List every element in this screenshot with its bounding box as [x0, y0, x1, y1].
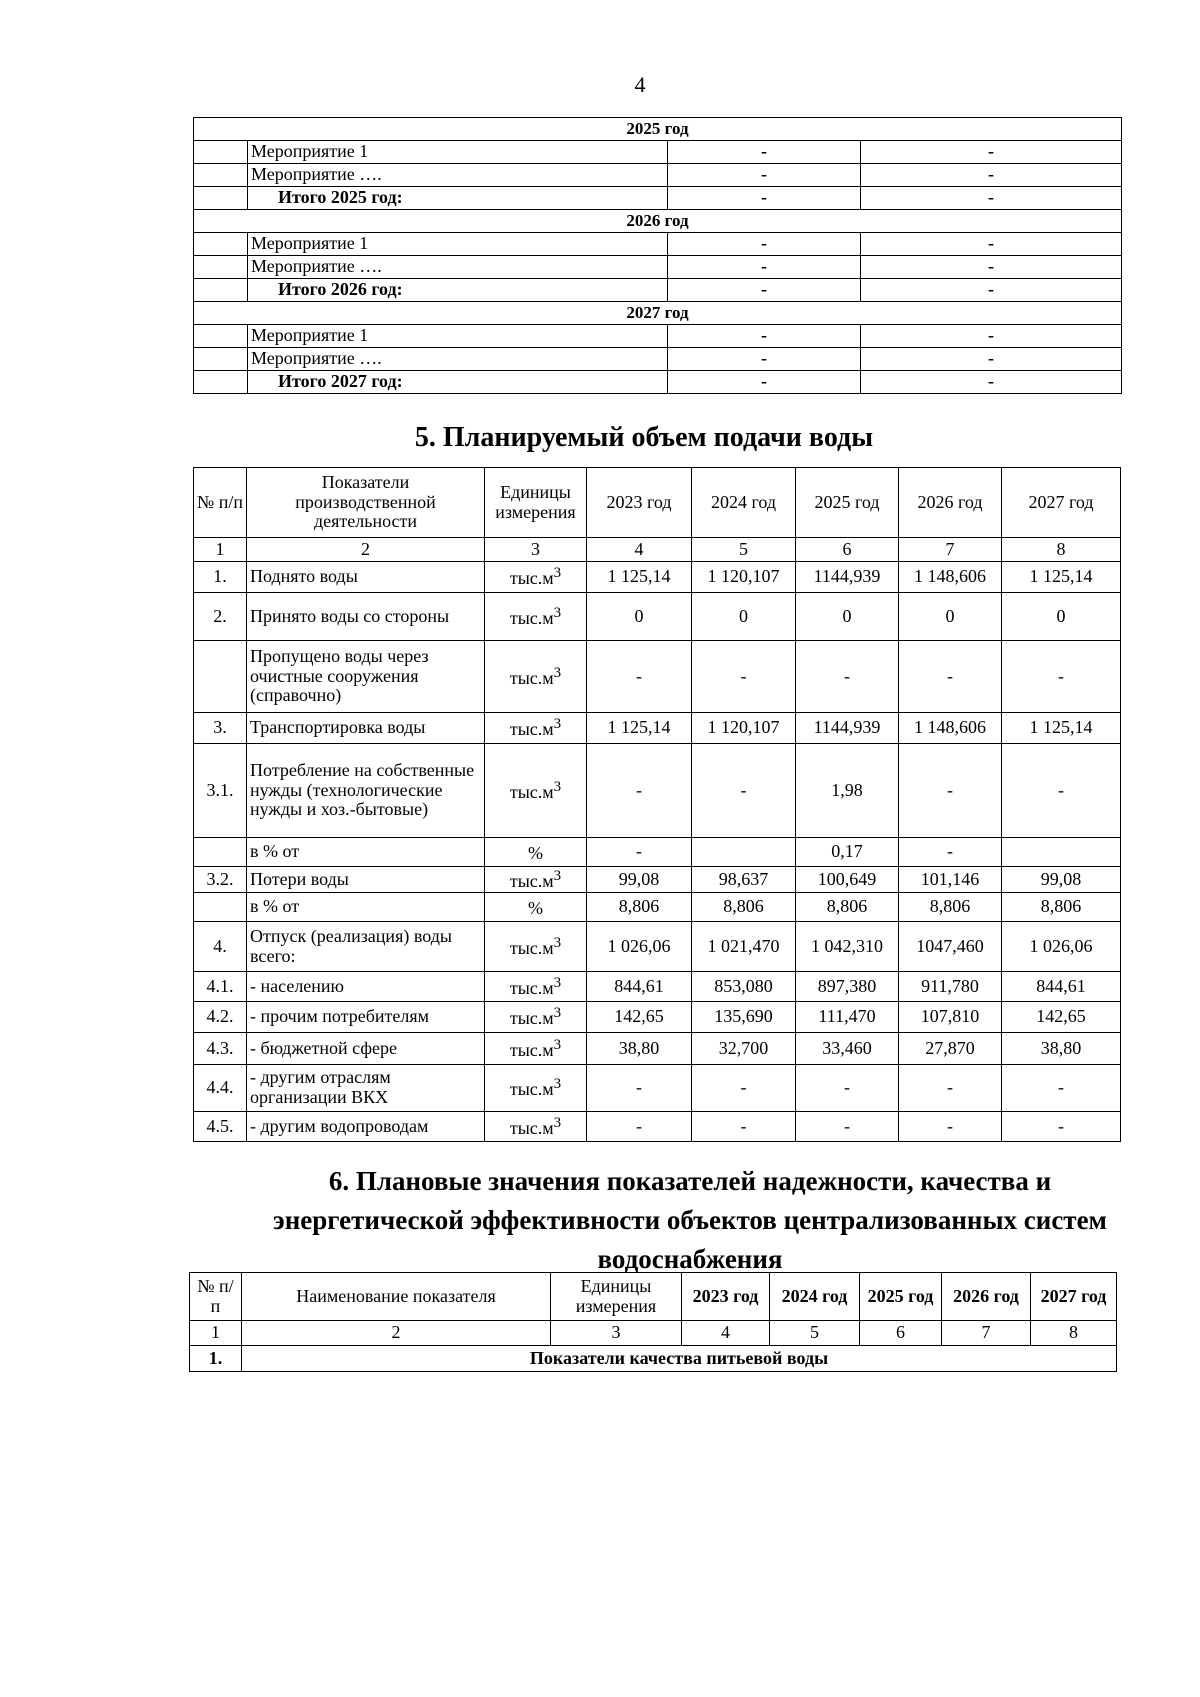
value-cell: - [1002, 641, 1121, 713]
table-row [194, 562, 1121, 593]
value-cell: 135,690 [692, 1002, 796, 1033]
event-name: Мероприятие 1 [248, 325, 668, 348]
table-row [194, 1002, 1121, 1033]
table-row [194, 972, 1121, 1002]
header-row [190, 1273, 1117, 1321]
indicator-name: Поднято воды [247, 562, 485, 593]
col-header-2026: 2026 год [899, 468, 1002, 538]
unit-exponent: 3 [553, 565, 562, 582]
event-name: Мероприятие …. [248, 348, 668, 371]
event-value-2: - [861, 141, 1122, 164]
year-heading-row [194, 210, 1122, 233]
unit-cell [485, 1112, 587, 1142]
value-cell: - [1002, 1112, 1121, 1142]
table-row [194, 1112, 1121, 1142]
event-row [194, 256, 1122, 279]
value-cell: 8,806 [796, 893, 899, 922]
value-cell: 32,700 [692, 1033, 796, 1065]
indicator-name: в % от [247, 838, 485, 867]
event-row [194, 164, 1122, 187]
col-number: 5 [770, 1321, 860, 1346]
event-name: Мероприятие 1 [248, 141, 668, 164]
value-cell: 27,870 [899, 1033, 1002, 1065]
value-cell: 0 [796, 593, 899, 641]
col-header-2025: 2025 год [860, 1273, 942, 1321]
indicator-name: в % от [247, 893, 485, 922]
table-row [194, 867, 1121, 893]
page-number: 4 [634, 72, 646, 97]
event-row [194, 325, 1122, 348]
col-header-num: № п/п [194, 468, 247, 538]
col-header-2025: 2025 год [796, 468, 899, 538]
section6-title: 6. Плановые значения показателей надежности, качества и энергетической эффективности объектов централизованных систем водоснабжения [273, 1166, 1107, 1275]
row-number [194, 893, 247, 922]
unit-exponent: 3 [553, 664, 562, 681]
col-header-indicator: Показатели производственной деятельности [247, 468, 485, 538]
unit-text: тыс.м [509, 977, 554, 998]
year-heading: 2027 год [194, 302, 1122, 325]
col-number: 7 [899, 538, 1002, 562]
row-number: 4.2. [194, 1002, 247, 1033]
indicator-name: - другим отраслям организации ВКХ [247, 1065, 485, 1112]
value-cell: 1 042,310 [796, 922, 899, 972]
col-header-2027: 2027 год [1031, 1273, 1117, 1321]
col-number: 6 [796, 538, 899, 562]
total-row [194, 279, 1122, 302]
indicator-name: - прочим потребителям [247, 1002, 485, 1033]
event-value-2: - [861, 233, 1122, 256]
total-value-1: - [668, 371, 861, 394]
unit-text: тыс.м [509, 1039, 554, 1060]
row-number-cell [194, 325, 248, 348]
event-value-1: - [668, 233, 861, 256]
unit-cell [485, 713, 587, 744]
unit-exponent: 3 [553, 1076, 562, 1093]
indicator-name: - другим водопроводам [247, 1112, 485, 1142]
row-number-cell [194, 279, 248, 302]
unit-cell [485, 867, 587, 893]
col-header-2024: 2024 год [770, 1273, 860, 1321]
col-header-2027: 2027 год [1002, 468, 1121, 538]
unit-text: тыс.м [509, 781, 554, 802]
value-cell: - [692, 744, 796, 838]
col-number: 6 [860, 1321, 942, 1346]
unit-text: % [528, 898, 543, 919]
col-header-unit: Единицы измерения [551, 1273, 682, 1321]
value-cell [692, 838, 796, 867]
event-value-1: - [668, 141, 861, 164]
value-cell: 8,806 [1002, 893, 1121, 922]
value-cell: - [796, 1065, 899, 1112]
table-row [194, 1033, 1121, 1065]
value-cell: 1,98 [796, 744, 899, 838]
value-cell [1002, 838, 1121, 867]
event-row [194, 233, 1122, 256]
event-value-2: - [861, 256, 1122, 279]
value-cell: 853,080 [692, 972, 796, 1002]
value-cell: 1144,939 [796, 713, 899, 744]
event-value-1: - [668, 256, 861, 279]
event-row [194, 348, 1122, 371]
event-value-2: - [861, 325, 1122, 348]
value-cell: 0 [1002, 593, 1121, 641]
value-cell: 1 120,107 [692, 562, 796, 593]
table-row [194, 1065, 1121, 1112]
unit-exponent: 3 [553, 974, 562, 991]
total-row [194, 187, 1122, 210]
unit-cell [485, 744, 587, 838]
total-value-2: - [861, 187, 1122, 210]
unit-cell [485, 893, 587, 922]
value-cell: - [587, 1065, 692, 1112]
unit-cell [485, 1033, 587, 1065]
value-cell: 1 125,14 [1002, 713, 1121, 744]
value-cell: 1144,939 [796, 562, 899, 593]
unit-exponent: 3 [553, 1036, 562, 1053]
value-cell: 1 125,14 [587, 713, 692, 744]
total-value-1: - [668, 187, 861, 210]
header-row [194, 468, 1121, 538]
unit-cell [485, 972, 587, 1002]
total-value-1: - [668, 279, 861, 302]
unit-text: тыс.м [509, 937, 554, 958]
value-cell: 0 [692, 593, 796, 641]
row-number: 3.2. [194, 867, 247, 893]
group-title: Показатели качества питьевой воды [242, 1346, 1117, 1372]
col-number: 8 [1031, 1321, 1117, 1346]
unit-cell [485, 593, 587, 641]
value-cell: - [587, 838, 692, 867]
unit-text: тыс.м [509, 1117, 554, 1138]
col-number: 2 [247, 538, 485, 562]
value-cell: 99,08 [1002, 867, 1121, 893]
value-cell: 0,17 [796, 838, 899, 867]
total-label: Итого 2027 год: [248, 371, 668, 394]
value-cell: 98,637 [692, 867, 796, 893]
value-cell: 1 120,107 [692, 713, 796, 744]
value-cell: 107,810 [899, 1002, 1002, 1033]
total-label: Итого 2025 год: [248, 187, 668, 210]
col-number: 8 [1002, 538, 1121, 562]
event-value-1: - [668, 325, 861, 348]
column-number-row [194, 538, 1121, 562]
col-header-2026: 2026 год [942, 1273, 1031, 1321]
col-number: 1 [194, 538, 247, 562]
col-header-num: № п/п [190, 1273, 242, 1321]
value-cell: - [796, 1112, 899, 1142]
table-row [194, 641, 1121, 713]
col-header-2023: 2023 год [587, 468, 692, 538]
row-number: 4.1. [194, 972, 247, 1002]
value-cell: 99,08 [587, 867, 692, 893]
col-number: 1 [190, 1321, 242, 1346]
indicator-name: Принято воды со стороны [247, 593, 485, 641]
event-name: Мероприятие …. [248, 256, 668, 279]
unit-cell [485, 562, 587, 593]
event-name: Мероприятие 1 [248, 233, 668, 256]
value-cell: - [899, 838, 1002, 867]
value-cell: 8,806 [899, 893, 1002, 922]
section5-title: 5. Планируемый объем подачи воды [414, 422, 874, 453]
unit-text: тыс.м [509, 667, 554, 688]
unit-cell [485, 1002, 587, 1033]
value-cell: - [587, 744, 692, 838]
unit-text: тыс.м [509, 1008, 554, 1029]
row-number: 4. [194, 922, 247, 972]
row-number: 4.5. [194, 1112, 247, 1142]
total-label: Итого 2026 год: [248, 279, 668, 302]
row-number-cell [194, 371, 248, 394]
event-value-2: - [861, 348, 1122, 371]
value-cell: - [692, 641, 796, 713]
unit-exponent: 3 [553, 716, 562, 733]
value-cell: - [587, 641, 692, 713]
table-row [194, 893, 1121, 922]
value-cell: 38,80 [1002, 1033, 1121, 1065]
year-heading: 2025 год [194, 118, 1122, 141]
col-header-unit: Единицы измерения [485, 468, 587, 538]
indicator-name: Отпуск (реализация) воды всего: [247, 922, 485, 972]
value-cell: 142,65 [1002, 1002, 1121, 1033]
row-number: 2. [194, 593, 247, 641]
table-row [194, 744, 1121, 838]
row-number-cell [194, 187, 248, 210]
total-row [194, 371, 1122, 394]
col-number: 2 [242, 1321, 551, 1346]
unit-text: тыс.м [509, 568, 554, 589]
value-cell: - [1002, 1065, 1121, 1112]
table-row [194, 713, 1121, 744]
col-number: 5 [692, 538, 796, 562]
row-number: 4.4. [194, 1065, 247, 1112]
col-number: 3 [551, 1321, 682, 1346]
col-number: 7 [942, 1321, 1031, 1346]
value-cell: 8,806 [587, 893, 692, 922]
value-cell: - [796, 641, 899, 713]
reliability-indicators-table [189, 1272, 1117, 1372]
unit-exponent: 3 [553, 1005, 562, 1022]
col-number: 4 [587, 538, 692, 562]
value-cell: 0 [899, 593, 1002, 641]
indicator-name: Потери воды [247, 867, 485, 893]
value-cell: 1 021,470 [692, 922, 796, 972]
value-cell: 844,61 [1002, 972, 1121, 1002]
event-row [194, 141, 1122, 164]
value-cell: 1 148,606 [899, 713, 1002, 744]
row-number: 1. [194, 562, 247, 593]
unit-text: тыс.м [509, 607, 554, 628]
year-heading-row [194, 118, 1122, 141]
col-number: 4 [682, 1321, 770, 1346]
value-cell: - [899, 1065, 1002, 1112]
value-cell: 1 148,606 [899, 562, 1002, 593]
table-row [194, 593, 1121, 641]
value-cell: - [692, 1065, 796, 1112]
year-heading: 2026 год [194, 210, 1122, 233]
value-cell: 100,649 [796, 867, 899, 893]
value-cell: - [899, 641, 1002, 713]
row-number-cell [194, 141, 248, 164]
value-cell: - [1002, 744, 1121, 838]
group-row [190, 1346, 1117, 1372]
table-row [194, 922, 1121, 972]
value-cell: 1047,460 [899, 922, 1002, 972]
table-row [194, 838, 1121, 867]
section4-events-table [193, 117, 1122, 394]
col-header-2024: 2024 год [692, 468, 796, 538]
indicator-name: Потребление на собственные нужды (технологические нужды и хоз.-бытовые) [247, 744, 485, 838]
water-supply-volume-table [193, 467, 1121, 1142]
indicator-name: - населению [247, 972, 485, 1002]
unit-exponent: 3 [553, 934, 562, 951]
indicator-name: - бюджетной сфере [247, 1033, 485, 1065]
unit-exponent: 3 [553, 1114, 562, 1131]
row-number-cell [194, 233, 248, 256]
indicator-name: Транспортировка воды [247, 713, 485, 744]
event-value-1: - [668, 348, 861, 371]
value-cell: 897,380 [796, 972, 899, 1002]
unit-exponent: 3 [553, 778, 562, 795]
value-cell: 33,460 [796, 1033, 899, 1065]
value-cell: 1 125,14 [1002, 562, 1121, 593]
column-number-row [190, 1321, 1117, 1346]
value-cell: 142,65 [587, 1002, 692, 1033]
year-heading-row [194, 302, 1122, 325]
row-number: 4.3. [194, 1033, 247, 1065]
value-cell: 0 [587, 593, 692, 641]
total-value-2: - [861, 279, 1122, 302]
value-cell: 111,470 [796, 1002, 899, 1033]
value-cell: 1 026,06 [587, 922, 692, 972]
row-number-cell [194, 256, 248, 279]
event-name: Мероприятие …. [248, 164, 668, 187]
unit-cell [485, 922, 587, 972]
value-cell: 844,61 [587, 972, 692, 1002]
event-value-2: - [861, 164, 1122, 187]
event-value-1: - [668, 164, 861, 187]
unit-exponent: 3 [553, 867, 562, 884]
value-cell: 1 125,14 [587, 562, 692, 593]
unit-cell [485, 1065, 587, 1112]
indicator-name: Пропущено воды через очистные сооружения (справочно) [247, 641, 485, 713]
col-number: 3 [485, 538, 587, 562]
value-cell: - [692, 1112, 796, 1142]
unit-text: тыс.м [509, 719, 554, 740]
value-cell: 8,806 [692, 893, 796, 922]
value-cell: - [899, 1112, 1002, 1142]
value-cell: - [899, 744, 1002, 838]
unit-text: % [528, 843, 543, 864]
row-number-cell [194, 348, 248, 371]
row-number-cell [194, 164, 248, 187]
unit-cell [485, 838, 587, 867]
unit-exponent: 3 [553, 604, 562, 621]
value-cell: - [587, 1112, 692, 1142]
value-cell: 911,780 [899, 972, 1002, 1002]
row-number: 3.1. [194, 744, 247, 838]
col-header-2023: 2023 год [682, 1273, 770, 1321]
value-cell: 38,80 [587, 1033, 692, 1065]
value-cell: 1 026,06 [1002, 922, 1121, 972]
total-value-2: - [861, 371, 1122, 394]
unit-text: тыс.м [509, 1079, 554, 1100]
row-number [194, 641, 247, 713]
group-number: 1. [190, 1346, 242, 1372]
value-cell: 101,146 [899, 867, 1002, 893]
unit-cell [485, 641, 587, 713]
row-number: 3. [194, 713, 247, 744]
col-header-indicator-name: Наименование показателя [242, 1273, 551, 1321]
unit-text: тыс.м [509, 870, 554, 891]
row-number [194, 838, 247, 867]
